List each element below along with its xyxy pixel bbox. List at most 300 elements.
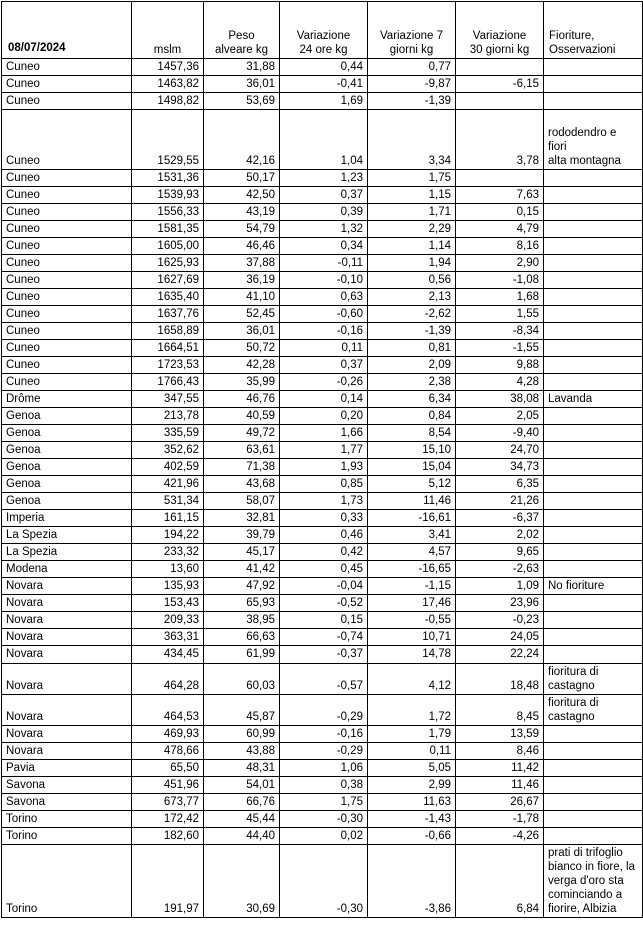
table-row [2,459,643,476]
cell-variazione-7g: -0,66 [368,827,456,844]
cell-location: Cuneo [2,323,132,340]
cell-mslm: 451,96 [132,776,204,793]
cell-variazione-7g: 15,10 [368,442,456,459]
cell-mslm: 191,97 [132,844,204,917]
cell-location: Cuneo [2,221,132,238]
cell-fioriture: No fioriture [544,578,643,595]
cell-location: La Spezia [2,544,132,561]
cell-variazione-7g: -1,43 [368,810,456,827]
cell-variazione-30g: -9,40 [456,425,544,442]
table-row [2,493,643,510]
cell-variazione-24h: 0,46 [280,527,368,544]
cell-variazione-24h: -0,30 [280,844,368,917]
cell-variazione-7g: -2,62 [368,306,456,323]
cell-variazione-30g: -2,63 [456,561,544,578]
cell-peso-alveare: 42,16 [204,110,280,170]
cell-mslm: 1723,53 [132,357,204,374]
cell-peso-alveare: 60,03 [204,663,280,694]
cell-fioriture [544,793,643,810]
cell-mslm: 469,93 [132,725,204,742]
cell-fioriture [544,425,643,442]
cell-variazione-24h: 1,77 [280,442,368,459]
cell-variazione-24h: 1,32 [280,221,368,238]
cell-mslm: 1625,93 [132,255,204,272]
cell-peso-alveare: 49,72 [204,425,280,442]
cell-peso-alveare: 54,01 [204,776,280,793]
cell-peso-alveare: 36,19 [204,272,280,289]
cell-fioriture [544,187,643,204]
cell-variazione-30g: 22,24 [456,646,544,663]
cell-mslm: 209,33 [132,612,204,629]
cell-fioriture [544,204,643,221]
cell-peso-alveare: 41,10 [204,289,280,306]
header-variazione-30g [456,2,544,59]
cell-peso-alveare: 39,79 [204,527,280,544]
cell-mslm: 673,77 [132,793,204,810]
cell-peso-alveare: 45,44 [204,810,280,827]
cell-variazione-24h: 0,63 [280,289,368,306]
cell-variazione-30g: -1,55 [456,340,544,357]
cell-variazione-24h: 0,34 [280,238,368,255]
header-note-line1: Fioriture, [549,29,595,42]
cell-peso-alveare: 36,01 [204,76,280,93]
cell-location: Novara [2,663,132,694]
cell-fioriture [544,221,643,238]
cell-location: Novara [2,694,132,725]
cell-mslm: 1766,43 [132,374,204,391]
cell-variazione-30g: 4,79 [456,221,544,238]
cell-variazione-30g: -1,08 [456,272,544,289]
cell-location: Cuneo [2,255,132,272]
table-row [2,323,643,340]
cell-location: Cuneo [2,340,132,357]
cell-fioriture: fioritura di castagno [544,663,643,694]
cell-variazione-24h: 1,66 [280,425,368,442]
table-row [2,76,643,93]
cell-peso-alveare: 45,87 [204,694,280,725]
table-row [2,442,643,459]
cell-variazione-7g: 4,12 [368,663,456,694]
table-row [2,255,643,272]
cell-variazione-7g: 5,12 [368,476,456,493]
cell-fioriture [544,646,643,663]
cell-mslm: 421,96 [132,476,204,493]
cell-mslm: 194,22 [132,527,204,544]
cell-fioriture [544,340,643,357]
cell-peso-alveare: 66,76 [204,793,280,810]
cell-peso-alveare: 52,45 [204,306,280,323]
cell-variazione-30g: 7,63 [456,187,544,204]
cell-fioriture [544,561,643,578]
cell-variazione-24h: -0,37 [280,646,368,663]
cell-mslm: 347,55 [132,391,204,408]
cell-fioriture [544,170,643,187]
cell-location: Genoa [2,459,132,476]
table-row [2,646,643,663]
header-note-line2: Osservazioni [549,43,616,56]
cell-mslm: 434,45 [132,646,204,663]
cell-peso-alveare: 37,88 [204,255,280,272]
cell-variazione-7g: -16,61 [368,510,456,527]
table-row [2,527,643,544]
header-row [2,2,643,59]
cell-fioriture [544,306,643,323]
header-date: 08/07/2024 [2,2,132,59]
cell-fioriture: fioritura di castagno [544,694,643,725]
cell-location: Cuneo [2,289,132,306]
cell-location: Cuneo [2,76,132,93]
cell-variazione-7g: 3,34 [368,110,456,170]
cell-mslm: 402,59 [132,459,204,476]
cell-fioriture [544,827,643,844]
cell-variazione-30g: -6,15 [456,76,544,93]
cell-location: Genoa [2,442,132,459]
cell-variazione-30g: 24,70 [456,442,544,459]
header-v7-line1: Variazione 7 [379,29,444,42]
cell-fioriture [544,238,643,255]
cell-fioriture [544,374,643,391]
cell-variazione-30g: 1,09 [456,578,544,595]
cell-variazione-24h: 1,23 [280,170,368,187]
header-peso-line1: Peso [228,29,255,42]
cell-mslm: 213,78 [132,408,204,425]
cell-variazione-30g: 9,65 [456,544,544,561]
cell-variazione-7g: 2,13 [368,289,456,306]
cell-variazione-7g: -1,39 [368,323,456,340]
cell-mslm: 531,34 [132,493,204,510]
cell-variazione-24h: 0,45 [280,561,368,578]
cell-fioriture [544,612,643,629]
cell-variazione-30g: 13,59 [456,725,544,742]
cell-variazione-30g: -0,23 [456,612,544,629]
table-row [2,59,643,76]
table-row [2,844,643,917]
cell-mslm: 1531,36 [132,170,204,187]
cell-variazione-30g: 9,88 [456,357,544,374]
cell-variazione-30g: -1,78 [456,810,544,827]
cell-mslm: 1581,35 [132,221,204,238]
table-row [2,776,643,793]
table-row [2,272,643,289]
cell-location: Torino [2,827,132,844]
cell-variazione-7g: -1,39 [368,93,456,110]
cell-fioriture [544,59,643,76]
cell-peso-alveare: 60,99 [204,725,280,742]
cell-mslm: 135,93 [132,578,204,595]
cell-mslm: 1498,82 [132,93,204,110]
table-row [2,595,643,612]
cell-variazione-7g: 0,81 [368,340,456,357]
cell-peso-alveare: 47,92 [204,578,280,595]
cell-mslm: 478,66 [132,742,204,759]
cell-variazione-24h: -0,74 [280,629,368,646]
cell-variazione-30g: 24,05 [456,629,544,646]
cell-variazione-30g: 2,90 [456,255,544,272]
header-variazione-7g [368,2,456,59]
header-fioriture [544,2,643,59]
cell-mslm: 464,53 [132,694,204,725]
table-row [2,810,643,827]
cell-variazione-7g: 17,46 [368,595,456,612]
cell-location: Cuneo [2,110,132,170]
cell-fioriture [544,459,643,476]
cell-variazione-24h: 1,75 [280,793,368,810]
cell-variazione-24h: 1,69 [280,93,368,110]
cell-variazione-24h: 0,44 [280,59,368,76]
cell-variazione-7g: 8,54 [368,425,456,442]
cell-variazione-30g [456,170,544,187]
cell-peso-alveare: 46,46 [204,238,280,255]
table-row [2,357,643,374]
table-row [2,204,643,221]
cell-peso-alveare: 66,63 [204,629,280,646]
cell-variazione-24h: -0,11 [280,255,368,272]
table-row [2,425,643,442]
cell-variazione-7g: 0,11 [368,742,456,759]
table-row [2,694,643,725]
cell-location: Genoa [2,408,132,425]
cell-variazione-30g: 21,26 [456,493,544,510]
table-header [2,2,643,59]
table-row [2,544,643,561]
cell-variazione-30g: 8,45 [456,694,544,725]
table-row [2,612,643,629]
cell-variazione-30g: 1,55 [456,306,544,323]
cell-fioriture [544,255,643,272]
table-body [2,59,643,918]
cell-mslm: 335,59 [132,425,204,442]
cell-peso-alveare: 43,88 [204,742,280,759]
cell-variazione-30g: 34,73 [456,459,544,476]
cell-location: Cuneo [2,59,132,76]
cell-peso-alveare: 63,61 [204,442,280,459]
table-row [2,306,643,323]
cell-variazione-7g: 14,78 [368,646,456,663]
cell-location: Imperia [2,510,132,527]
cell-variazione-24h: 0,15 [280,612,368,629]
cell-peso-alveare: 54,79 [204,221,280,238]
table-row [2,742,643,759]
cell-location: Cuneo [2,187,132,204]
cell-variazione-7g: 2,38 [368,374,456,391]
cell-variazione-24h: -0,29 [280,694,368,725]
cell-fioriture [544,476,643,493]
cell-mslm: 153,43 [132,595,204,612]
cell-location: Modena [2,561,132,578]
cell-variazione-24h: 0,42 [280,544,368,561]
table-row [2,110,643,170]
cell-location: Cuneo [2,170,132,187]
cell-mslm: 1539,93 [132,187,204,204]
cell-variazione-30g: 23,96 [456,595,544,612]
cell-mslm: 182,60 [132,827,204,844]
cell-fioriture [544,493,643,510]
header-v30-line2: 30 giorni kg [469,43,530,56]
cell-location: Torino [2,810,132,827]
cell-variazione-30g: 2,05 [456,408,544,425]
cell-peso-alveare: 43,19 [204,204,280,221]
cell-mslm: 13,60 [132,561,204,578]
cell-variazione-30g: 4,28 [456,374,544,391]
cell-fioriture [544,323,643,340]
cell-location: Savona [2,776,132,793]
cell-mslm: 1658,89 [132,323,204,340]
header-v7-line2: giorni kg [389,43,434,56]
table-row [2,561,643,578]
header-variazione-24h [280,2,368,59]
cell-variazione-24h: -0,52 [280,595,368,612]
cell-variazione-30g: 8,16 [456,238,544,255]
cell-mslm: 1664,51 [132,340,204,357]
cell-location: Cuneo [2,357,132,374]
table-row [2,510,643,527]
cell-mslm: 1627,69 [132,272,204,289]
cell-location: Novara [2,612,132,629]
cell-variazione-24h: -0,41 [280,76,368,93]
cell-mslm: 352,62 [132,442,204,459]
cell-variazione-24h: -0,57 [280,663,368,694]
cell-variazione-7g: 15,04 [368,459,456,476]
cell-location: Pavia [2,759,132,776]
header-mslm: mslm [132,2,204,59]
table-row [2,663,643,694]
cell-peso-alveare: 42,28 [204,357,280,374]
cell-location: Genoa [2,493,132,510]
cell-peso-alveare: 35,99 [204,374,280,391]
cell-fioriture [544,544,643,561]
cell-peso-alveare: 61,99 [204,646,280,663]
cell-peso-alveare: 46,76 [204,391,280,408]
cell-location: Cuneo [2,204,132,221]
cell-variazione-7g: 3,41 [368,527,456,544]
cell-variazione-7g: 1,15 [368,187,456,204]
cell-variazione-24h: 1,93 [280,459,368,476]
cell-variazione-30g: -6,37 [456,510,544,527]
header-v24-line2: 24 ore kg [299,43,348,56]
cell-variazione-24h: 1,06 [280,759,368,776]
cell-variazione-30g: 8,46 [456,742,544,759]
cell-variazione-7g: 2,29 [368,221,456,238]
cell-variazione-7g: -9,87 [368,76,456,93]
cell-variazione-24h: 0,20 [280,408,368,425]
cell-location: Cuneo [2,374,132,391]
cell-variazione-7g: 1,79 [368,725,456,742]
table-row [2,391,643,408]
cell-mslm: 1556,33 [132,204,204,221]
cell-variazione-7g: 2,09 [368,357,456,374]
cell-location: Novara [2,629,132,646]
cell-variazione-30g: 0,15 [456,204,544,221]
cell-fioriture [544,759,643,776]
cell-variazione-30g: 6,35 [456,476,544,493]
cell-peso-alveare: 71,38 [204,459,280,476]
cell-variazione-24h: 1,73 [280,493,368,510]
cell-fioriture [544,527,643,544]
cell-variazione-24h: 0,85 [280,476,368,493]
cell-variazione-24h: 0,33 [280,510,368,527]
cell-mslm: 1605,00 [132,238,204,255]
cell-variazione-7g: 1,94 [368,255,456,272]
cell-fioriture [544,289,643,306]
table-row [2,578,643,595]
cell-fioriture [544,742,643,759]
cell-location: Drôme [2,391,132,408]
cell-fioriture [544,442,643,459]
cell-variazione-7g: 6,34 [368,391,456,408]
cell-variazione-7g: 10,71 [368,629,456,646]
cell-variazione-7g: 1,75 [368,170,456,187]
cell-fioriture: Lavanda [544,391,643,408]
cell-location: Torino [2,844,132,917]
cell-variazione-7g: 11,63 [368,793,456,810]
cell-peso-alveare: 36,01 [204,323,280,340]
cell-variazione-7g: 0,84 [368,408,456,425]
cell-fioriture [544,76,643,93]
cell-variazione-24h: 0,11 [280,340,368,357]
cell-variazione-24h: 0,14 [280,391,368,408]
cell-variazione-30g: 11,46 [456,776,544,793]
cell-peso-alveare: 50,72 [204,340,280,357]
cell-fioriture [544,776,643,793]
cell-peso-alveare: 50,17 [204,170,280,187]
cell-variazione-24h: -0,26 [280,374,368,391]
cell-mslm: 65,50 [132,759,204,776]
cell-fioriture [544,510,643,527]
cell-fioriture: prati di trifoglio bianco in fiore, la verga d'oro sta cominciando a fiorire, Albizia [544,844,643,917]
cell-variazione-30g [456,93,544,110]
cell-mslm: 1529,55 [132,110,204,170]
cell-location: Cuneo [2,272,132,289]
cell-location: Novara [2,725,132,742]
beehive-weights-table [1,1,643,918]
cell-variazione-7g: -0,55 [368,612,456,629]
table-row [2,408,643,425]
cell-variazione-30g: -4,26 [456,827,544,844]
table-row [2,170,643,187]
header-v30-line1: Variazione [472,29,527,42]
cell-peso-alveare: 43,68 [204,476,280,493]
table-row [2,793,643,810]
cell-location: Cuneo [2,238,132,255]
table-row [2,238,643,255]
cell-variazione-7g: 1,71 [368,204,456,221]
cell-variazione-30g: 11,42 [456,759,544,776]
cell-fioriture [544,595,643,612]
cell-variazione-7g: 5,05 [368,759,456,776]
cell-location: Cuneo [2,306,132,323]
cell-variazione-24h: 0,39 [280,204,368,221]
cell-mslm: 1637,76 [132,306,204,323]
cell-variazione-30g: 3,78 [456,110,544,170]
cell-location: Novara [2,578,132,595]
cell-mslm: 161,15 [132,510,204,527]
cell-peso-alveare: 31,88 [204,59,280,76]
cell-variazione-7g: 0,56 [368,272,456,289]
cell-peso-alveare: 44,40 [204,827,280,844]
cell-peso-alveare: 45,17 [204,544,280,561]
table-row [2,221,643,238]
cell-mslm: 1635,40 [132,289,204,306]
cell-variazione-24h: -0,16 [280,323,368,340]
cell-peso-alveare: 53,69 [204,93,280,110]
cell-variazione-30g: 38,08 [456,391,544,408]
table-row [2,476,643,493]
cell-mslm: 233,32 [132,544,204,561]
cell-variazione-30g: 2,02 [456,527,544,544]
cell-fioriture [544,93,643,110]
cell-mslm: 172,42 [132,810,204,827]
cell-variazione-24h: 1,04 [280,110,368,170]
